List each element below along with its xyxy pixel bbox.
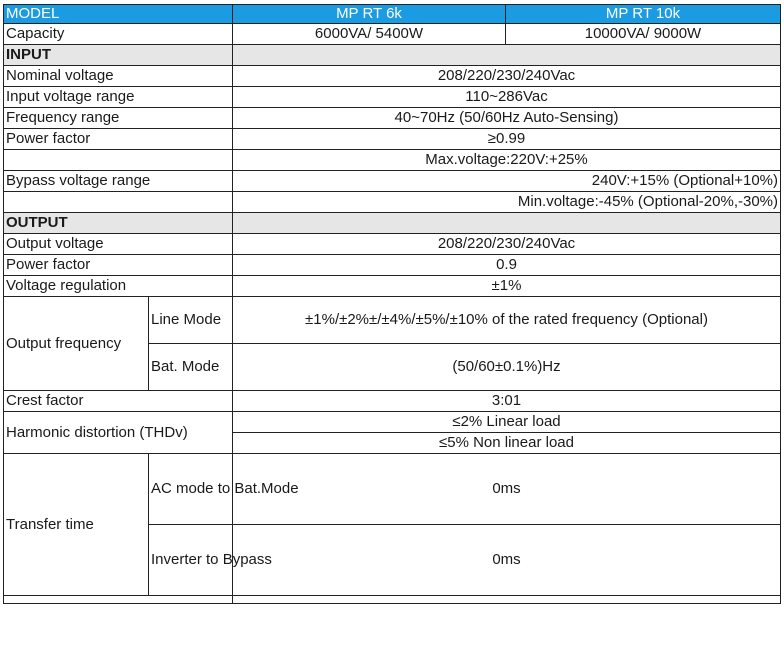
output-power-factor-row [4, 255, 781, 276]
voltage-regulation-row [4, 276, 781, 297]
input-power-factor-label: Power factor [4, 129, 233, 150]
input-power-factor-row [4, 129, 781, 150]
spec-table [3, 4, 781, 604]
capacity-10k: 10000VA/ 9000W [506, 24, 781, 45]
model-6k-header: MP RT 6k [233, 5, 506, 24]
input-voltage-range-value: 110~286Vac [233, 87, 781, 108]
harmonic-linear-value: ≤2% Linear load [233, 412, 781, 433]
transfer-time-label: Transfer time [4, 454, 149, 596]
output-frequency-label: Output frequency [4, 297, 149, 391]
frequency-range-row [4, 108, 781, 129]
bypass-row-2 [4, 171, 781, 192]
bypass-voltage-range-label: Bypass voltage range [4, 171, 233, 192]
output-section-row [4, 213, 781, 234]
output-power-factor-value: 0.9 [233, 255, 781, 276]
input-voltage-range-row [4, 87, 781, 108]
nominal-voltage-label: Nominal voltage [4, 66, 233, 87]
line-mode-label: Line Mode [149, 297, 233, 344]
output-frequency-line-row [4, 297, 781, 344]
capacity-6k: 6000VA/ 5400W [233, 24, 506, 45]
bypass-min-voltage: Min.voltage:-45% (Optional-20%,-30%) [233, 192, 781, 213]
ac-to-bat-label: AC mode to Bat.Mode [149, 454, 233, 525]
input-power-factor-value: ≥0.99 [233, 129, 781, 150]
ac-to-bat-value: 0ms [233, 454, 781, 525]
model-10k-header: MP RT 10k [506, 5, 781, 24]
transfer-ac-row [4, 454, 781, 525]
crest-factor-value: 3:01 [233, 391, 781, 412]
output-voltage-label: Output voltage [4, 234, 233, 255]
voltage-regulation-value: ±1% [233, 276, 781, 297]
inverter-to-bypass-value: 0ms [233, 525, 781, 596]
voltage-regulation-label: Voltage regulation [4, 276, 233, 297]
input-section-title: INPUT [4, 45, 233, 66]
inverter-to-bypass-label: Inverter to Bypass [149, 525, 233, 596]
bypass-row-3 [4, 192, 781, 213]
input-voltage-range-label: Input voltage range [4, 87, 233, 108]
output-section-title: OUTPUT [4, 213, 233, 234]
bat-mode-value: (50/60±0.1%)Hz [233, 344, 781, 391]
output-voltage-value: 208/220/230/240Vac [233, 234, 781, 255]
input-section-row [4, 45, 781, 66]
capacity-label: Capacity [4, 24, 233, 45]
bat-mode-label: Bat. Mode [149, 344, 233, 391]
harmonic-distortion-label: Harmonic distortion (THDv) [4, 412, 233, 454]
output-voltage-row [4, 234, 781, 255]
frequency-range-value: 40~70Hz (50/60Hz Auto-Sensing) [233, 108, 781, 129]
output-power-factor-label: Power factor [4, 255, 233, 276]
nominal-voltage-value: 208/220/230/240Vac [233, 66, 781, 87]
crest-factor-label: Crest factor [4, 391, 233, 412]
harmonic-row-1 [4, 412, 781, 433]
model-header: MODEL [4, 5, 233, 24]
harmonic-nonlinear-value: ≤5% Non linear load [233, 433, 781, 454]
frequency-range-label: Frequency range [4, 108, 233, 129]
bypass-240v-value: 240V:+15% (Optional+10%) [233, 171, 781, 192]
truncated-row [4, 596, 781, 604]
crest-factor-row [4, 391, 781, 412]
nominal-voltage-row [4, 66, 781, 87]
capacity-row [4, 24, 781, 45]
bypass-row-1 [4, 150, 781, 171]
bypass-max-voltage: Max.voltage:220V:+25% [233, 150, 781, 171]
header-row [4, 5, 781, 24]
line-mode-value: ±1%/±2%±/±4%/±5%/±10% of the rated frequency (Optional) [233, 297, 781, 344]
